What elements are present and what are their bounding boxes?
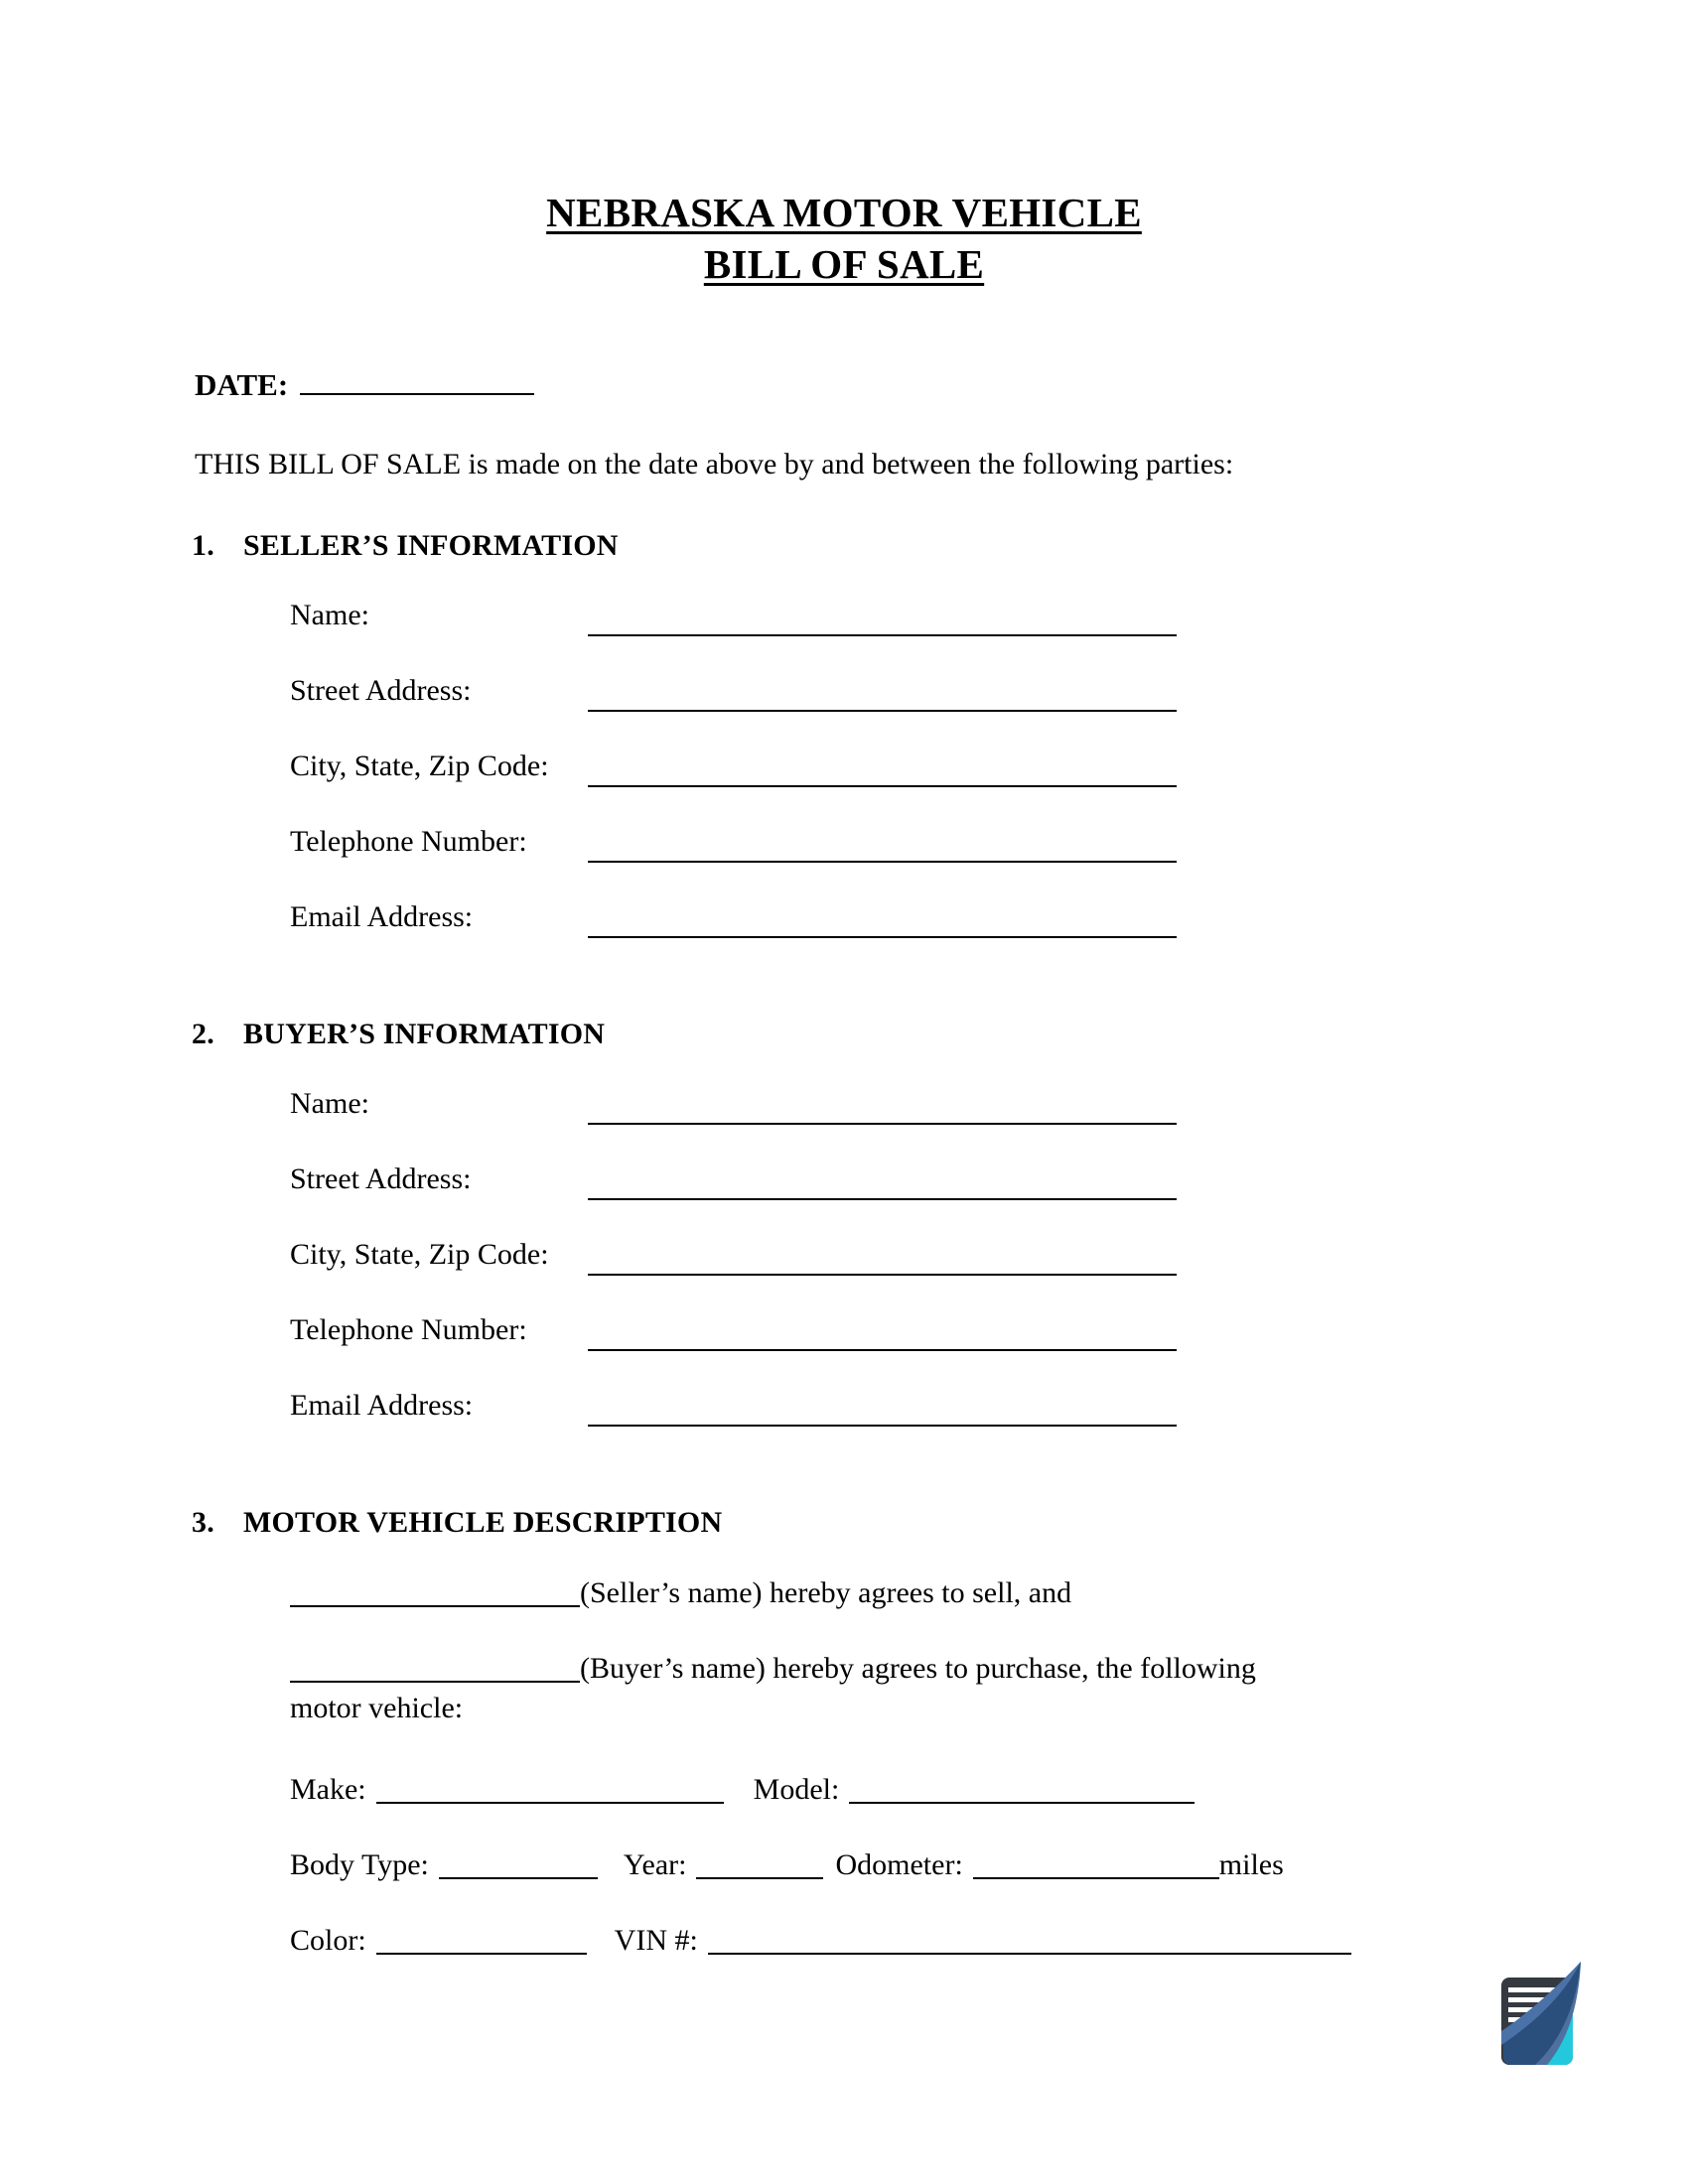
buyer-email-label: Email Address: [290, 1389, 474, 1422]
buyer-name-input-blank[interactable] [588, 1123, 1177, 1125]
seller-name-clause-blank[interactable] [290, 1581, 580, 1607]
title-line-1-text: NEBRASKA MOTOR VEHICLE [546, 190, 1142, 235]
buyer-name-clause-blank[interactable] [290, 1657, 580, 1683]
seller-street-label: Street Address: [290, 674, 472, 707]
model-input-blank[interactable] [849, 1778, 1195, 1804]
section-title-3: MOTOR VEHICLE DESCRIPTION [243, 1506, 723, 1539]
seller-name-input-blank[interactable] [588, 634, 1177, 636]
color-input-blank[interactable] [376, 1929, 587, 1955]
color-label: Color: [290, 1924, 366, 1957]
buyer-telephone-row [290, 1310, 527, 1350]
section-number-2: 2. [192, 1018, 214, 1050]
section-number-1: 1. [192, 529, 214, 562]
title-line-2 [0, 238, 1688, 290]
buyer-clause-continuation: motor vehicle: [290, 1692, 464, 1724]
seller-citystatezip-label: City, State, Zip Code: [290, 750, 549, 782]
buyer-email-row [290, 1386, 473, 1426]
section-heading-vehicle [192, 1506, 723, 1540]
bodytype-year-odometer-row [290, 1845, 1284, 1885]
section-title-1: SELLER’S INFORMATION [243, 529, 619, 562]
buyer-clause-text: (Buyer’s name) hereby agrees to purchase, the following [580, 1652, 1256, 1685]
year-label: Year: [623, 1848, 687, 1881]
model-label: Model: [753, 1773, 840, 1806]
buyer-email-input-blank[interactable] [588, 1425, 1177, 1427]
title-line-1 [0, 187, 1688, 238]
seller-street-input-blank[interactable] [588, 710, 1177, 712]
buyer-telephone-label: Telephone Number: [290, 1313, 527, 1346]
buyer-telephone-input-blank[interactable] [588, 1349, 1177, 1351]
odometer-unit-label: miles [1218, 1848, 1284, 1881]
buyer-street-label: Street Address: [290, 1162, 472, 1195]
title-line-2-text: BILL OF SALE [703, 241, 985, 287]
year-input-blank[interactable] [696, 1853, 823, 1879]
section-number-3: 3. [192, 1506, 214, 1539]
page-title [0, 187, 1688, 290]
seller-clause-text: (Seller’s name) hereby agrees to sell, and [580, 1576, 1072, 1609]
seller-clause-row [290, 1573, 1071, 1613]
seller-citystatezip-row [290, 747, 549, 786]
section-heading-buyer [192, 1018, 606, 1051]
odometer-input-blank[interactable] [973, 1853, 1219, 1879]
date-label: DATE: [195, 367, 289, 402]
intro-paragraph: THIS BILL OF SALE is made on the date above by and between the following parties: [195, 448, 1234, 480]
seller-telephone-label: Telephone Number: [290, 825, 527, 858]
buyer-citystatezip-row [290, 1235, 549, 1275]
seller-email-input-blank[interactable] [588, 936, 1177, 938]
body-type-input-blank[interactable] [439, 1853, 598, 1879]
date-row [195, 367, 534, 403]
make-model-row [290, 1770, 1195, 1810]
seller-name-row [290, 596, 369, 635]
date-input-blank[interactable] [300, 369, 534, 395]
vin-label: VIN #: [614, 1924, 698, 1957]
body-type-label: Body Type: [290, 1848, 429, 1881]
buyer-citystatezip-label: City, State, Zip Code: [290, 1238, 549, 1271]
seller-telephone-input-blank[interactable] [588, 861, 1177, 863]
seller-email-label: Email Address: [290, 900, 474, 933]
odometer-label: Odometer: [835, 1848, 963, 1881]
buyer-name-label: Name: [290, 1087, 369, 1120]
buyer-name-row [290, 1084, 369, 1124]
document-logo-icon [1495, 1954, 1591, 2069]
section-heading-seller [192, 529, 619, 563]
buyer-clause-row [290, 1649, 1256, 1689]
seller-name-label: Name: [290, 599, 369, 631]
document-logo [1495, 1954, 1591, 2069]
buyer-street-input-blank[interactable] [588, 1198, 1177, 1200]
section-title-2: BUYER’S INFORMATION [243, 1018, 606, 1050]
seller-street-row [290, 671, 471, 711]
color-vin-row [290, 1921, 1351, 1961]
buyer-street-row [290, 1160, 471, 1199]
buyer-citystatezip-input-blank[interactable] [588, 1274, 1177, 1276]
seller-telephone-row [290, 822, 527, 862]
make-label: Make: [290, 1773, 366, 1806]
seller-citystatezip-input-blank[interactable] [588, 785, 1177, 787]
vin-input-blank[interactable] [708, 1929, 1351, 1955]
seller-email-row [290, 897, 473, 937]
make-input-blank[interactable] [376, 1778, 724, 1804]
